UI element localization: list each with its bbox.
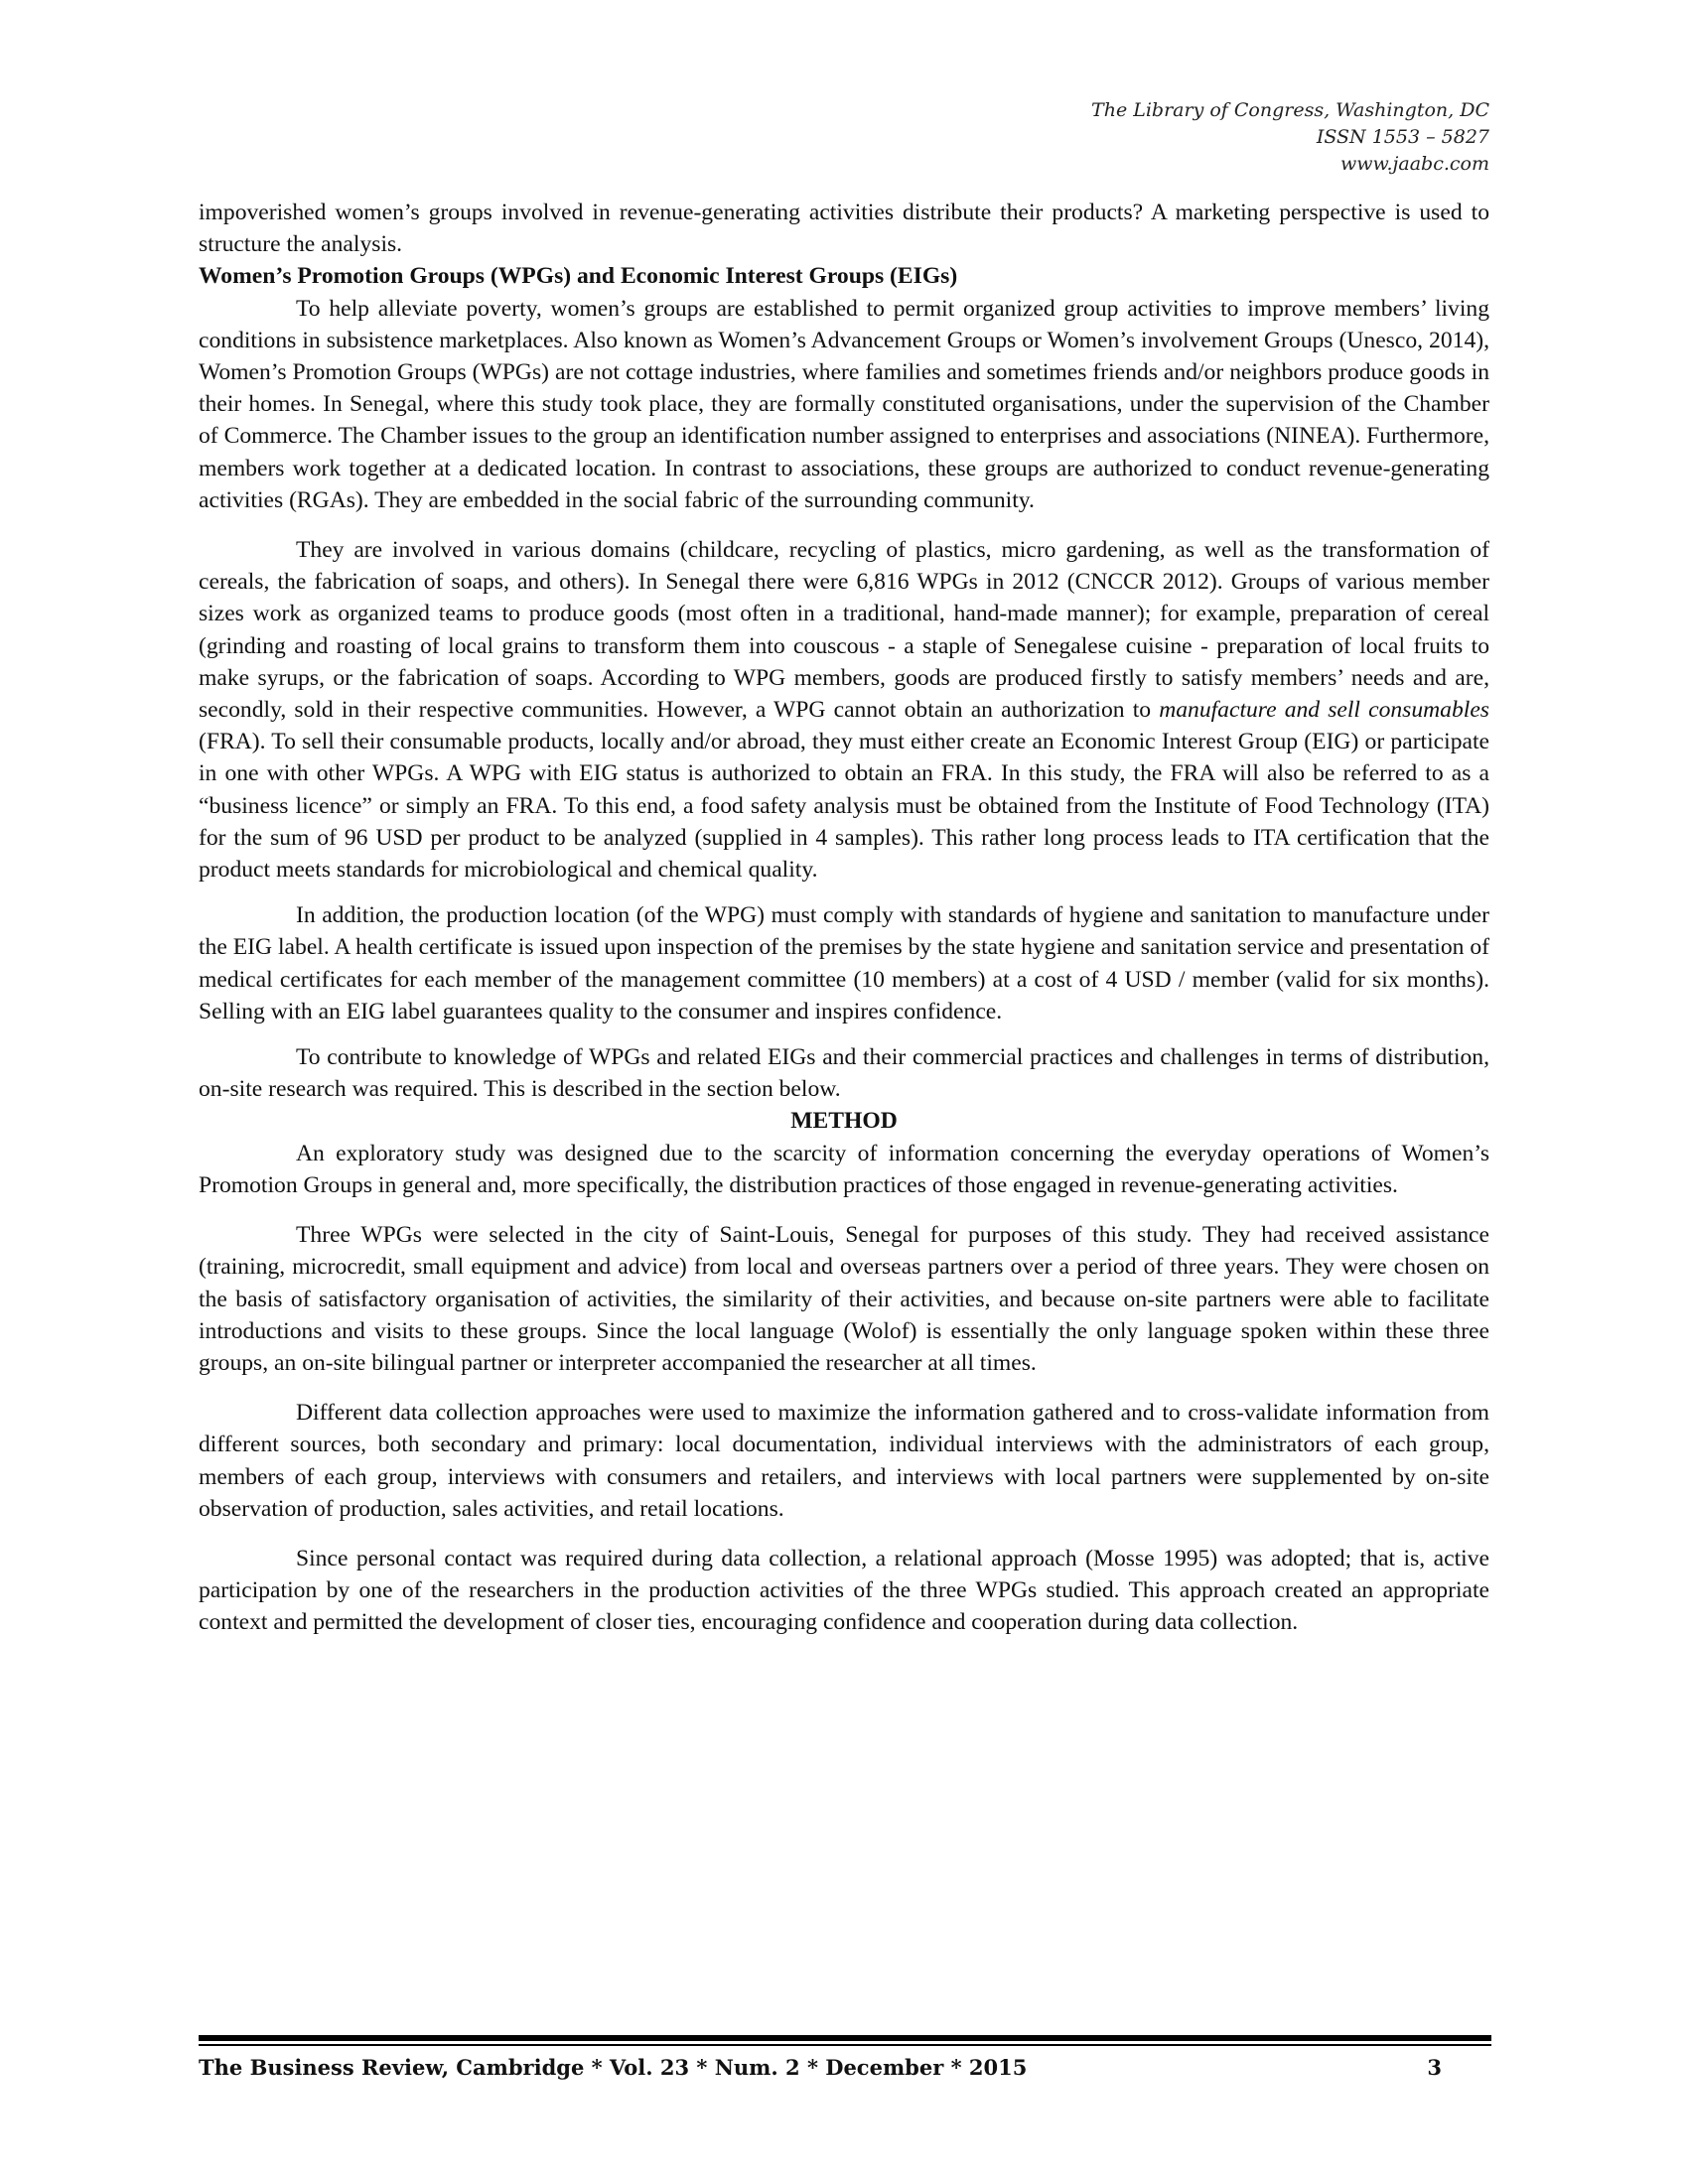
paragraph-wpg-definition: To help alleviate poverty, women’s groups are established to permit organized group activities to improve members’ living conditions in subsistence marketplaces. Also known as Women’s Advancement Groups or Women’s involvement Groups (Unesco, 2014), Women’s Promotion Groups (WPGs) are not cottage industries, where families and sometimes friends and/or neighbors produce goods in their homes. In Senegal, where this study took place, they are formally constituted organisations, under the supervision of the Chamber of Commerce. The Chamber issues to the group an identification number assigned to enterprises and associations (NINEA). Furthermore, members work together at a dedicated location. In contrast to associations, these groups are authorized to conduct revenue-generating activities (RGAs). They are embedded in the social fabric of the surrounding community. (199, 295, 1489, 513)
paragraph-relational-approach: Since personal contact was required during data collection, a relational approach (Mosse 1995) was adopted; that is, active participation by one of the researchers in the production activities of the three WPGs studied. This approach created an appropriate context and permitted the development of closer ties, encouraging confidence and cooperation during data collection. (199, 1545, 1489, 1636)
paragraph-text: They are involved in various domains (childcare, recycling of plastics, micro gardening, as well as the transformation of cereals, the fabrication of soaps, and others). In Senegal there were 6,816 WPGs in 2012 (CNCCR 2012). Groups of various member sizes work as organized teams to produce goods (most often in a traditional, hand-made manner); for example, preparation of cereal (grinding and roasting of local grains to transform them into couscous - a staple of Senegalese cuisine - preparation of local fruits to make syrups, or the fabrication of soaps. According to WPG members, goods are produced firstly to satisfy members’ needs and are, secondly, sold in their respective communities. However, a WPG cannot obtain an authorization to (199, 537, 1489, 724)
header-issn: ISSN 1553 – 5827 (1316, 126, 1489, 148)
page-number: 3 (1427, 2055, 1442, 2080)
paragraph-wpg-domains (199, 534, 1489, 886)
paragraph-data-collection: Different data collection approaches were used to maximize the information gathered and to cross-validate information from different sources, both secondary and primary: local documentation, individual interviews with the administrators of each group, members of each group, interviews with consumers and retailers, and interviews with local partners were supplemented by on-site observation of production, sales activities, and retail locations. (199, 1400, 1489, 1522)
article-body (199, 197, 1489, 1639)
footer-rule-thin (199, 2044, 1491, 2046)
emphasis-text: manufacture and sell consumables (1159, 697, 1489, 724)
paragraph-text: (FRA). To sell their consumable products, locally and/or abroad, they must either create an Economic Interest Group (EIG) or participate in one with other WPGs. A WPG with EIG status is authorized to obtain an FRA. In this study, the FRA will also be referred to as a “business licence” or simply an FRA. To this end, a food safety analysis must be obtained from the Institute of Food Technology (ITA) for the sum of 96 USD per product to be analyzed (supplied in 4 samples). This rather long process leads to ITA certification that the product meets standards for microbiological and chemical quality. (199, 729, 1489, 884)
paragraph-wpg-selection: Three WPGs were selected in the city of Saint-Louis, Senegal for purposes of this study. They had received assistance (training, microcredit, small equipment and advice) from local and overseas partners over a period of three years. They were chosen on the basis of satisfactory organisation of activities, the similarity of their activities, and because on-site partners were able to facilitate introductions and visits to these groups. Since the local language (Wolof) is essentially the only language spoken within these three groups, an on-site bilingual partner or interpreter accompanied the researcher at all times. (199, 1222, 1489, 1376)
paragraph-hygiene: In addition, the production location (of the WPG) must comply with standards of hygiene and sanitation to manufacture under the EIG label. A health certificate is issued upon inspection of the premises by the state hygiene and sanitation service and presentation of medical certificates for each member of the management committee (10 members) at a cost of 4 USD / member (valid for six months). Selling with an EIG label guarantees quality to the consumer and inspires confidence. (199, 902, 1489, 1024)
running-header (1091, 97, 1489, 178)
paragraph-exploratory-study: An exploratory study was designed due to the scarcity of information concerning the everyday operations of Women’s Promotion Groups in general and, more specifically, the distribution practices of those engaged in revenue-generating activities. (199, 1140, 1489, 1198)
header-publisher: The Library of Congress, Washington, DC (1091, 99, 1489, 121)
footer-rule-thick (199, 2035, 1491, 2041)
paragraph-research-need: To contribute to knowledge of WPGs and related EIGs and their commercial practices and challenges in terms of distribution, on-site research was required. This is described in the section below. (199, 1044, 1489, 1103)
section-heading: Women’s Promotion Groups (WPGs) and Economic Interest Groups (EIGs) (199, 263, 958, 290)
footer-journal: The Business Review, Cambridge * Vol. 23 * Num. 2 * December * 2015 (199, 2055, 1028, 2080)
header-website: www.jaabc.com (1339, 153, 1489, 175)
intro-paragraph: impoverished women’s groups involved in revenue-generating activities distribute their products? A marketing perspective is used to structure the analysis. (199, 200, 1489, 258)
method-heading: METHOD (790, 1108, 898, 1135)
